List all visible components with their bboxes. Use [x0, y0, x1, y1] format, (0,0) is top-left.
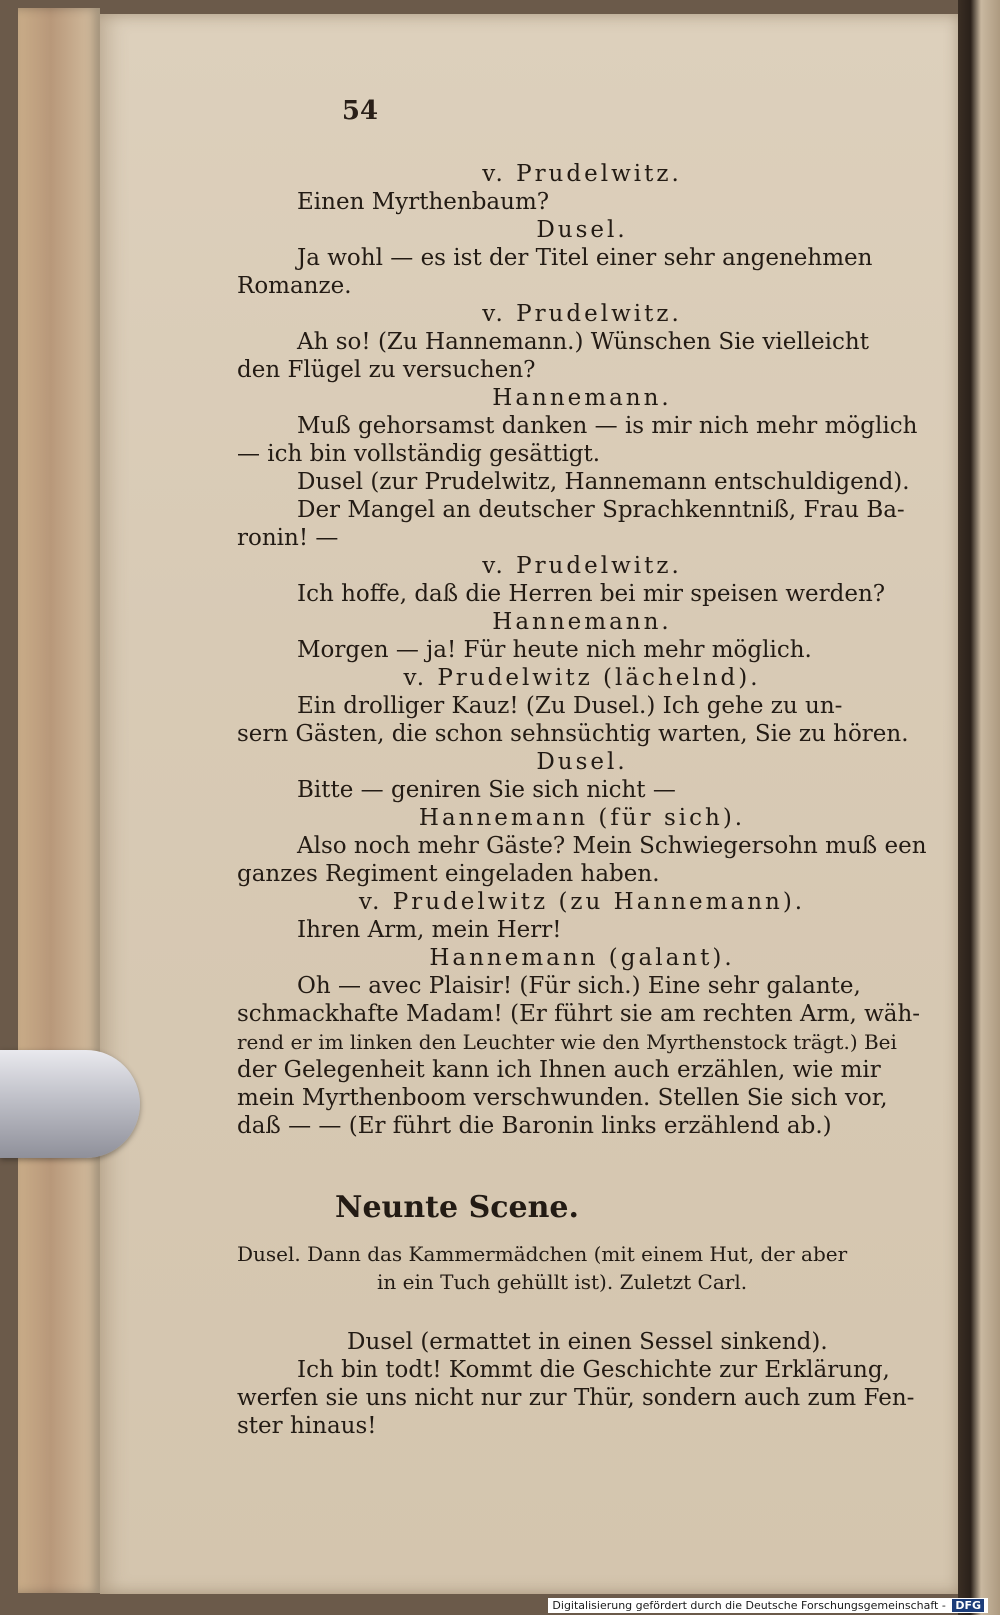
dialog-line: Romanze. — [237, 273, 352, 299]
dialog-line: rend er im linken den Leuchter wie den Myrthenstock trägt.) Bei — [237, 1030, 897, 1054]
speaker-line: v. Prudelwitz (zu Hannemann). — [358, 889, 806, 915]
dialog-line: Ah so! (Zu Hannemann.) Wünschen Sie vielleicht — [297, 329, 869, 355]
footer-text: Digitalisierung gefördert durch die Deutsche Forschungsgemeinschaft - — [552, 1599, 946, 1612]
dialog-line: Muß gehorsamst danken — is mir nich mehr möglich — [297, 413, 918, 439]
speaker-line: v. Prudelwitz. — [482, 301, 682, 327]
scene-cast-line: Dusel. Dann das Kammermädchen (mit einem Hut, der aber — [237, 1242, 848, 1266]
dialog-line: Bitte — geniren Sie sich nicht — — [297, 777, 676, 803]
dialog-line: daß — — (Er führt die Baronin links erzählend ab.) — [237, 1113, 832, 1139]
dialog-line: Ich bin todt! Kommt die Geschichte zur Erklärung, — [297, 1357, 890, 1383]
speaker-line: v. Prudelwitz (lächelnd). — [403, 665, 761, 691]
speaker-line: Dusel (zur Prudelwitz, Hannemann entschuldigend). — [297, 469, 910, 495]
dfg-logo: DFG — [952, 1599, 984, 1612]
speaker-line: v. Prudelwitz. — [482, 553, 682, 579]
page-clip — [0, 1050, 140, 1158]
dialog-line: Ja wohl — es ist der Titel einer sehr angenehmen — [297, 245, 873, 271]
dialog-line: den Flügel zu versuchen? — [237, 357, 536, 383]
dialog-line: Einen Myrthenbaum? — [297, 189, 550, 215]
page-number: 54 — [341, 96, 379, 126]
page-edge — [958, 0, 1000, 1615]
dialog-line: Ich hoffe, daß die Herren bei mir speisen werden? — [297, 581, 886, 607]
scene-title: Neunte Scene. — [335, 1190, 579, 1225]
speaker-line: Hannemann (für sich). — [418, 805, 746, 831]
dialog-line: schmackhafte Madam! (Er führt sie am rechten Arm, wäh- — [237, 1001, 921, 1027]
speaker-line: Hannemann. — [492, 609, 672, 635]
dialog-line: sern Gästen, die schon sehnsüchtig warten, Sie zu hören. — [237, 721, 909, 747]
page-text — [237, 0, 927, 1615]
speaker-line: Hannemann. — [492, 385, 672, 411]
speaker-line: Hannemann (galant). — [429, 945, 735, 971]
speaker-line: Dusel (ermattet in einen Sessel sinkend). — [347, 1329, 828, 1355]
scene-cast-line: in ein Tuch gehüllt ist). Zuletzt Carl. — [377, 1270, 748, 1294]
dialog-line: — ich bin vollständig gesättigt. — [237, 441, 601, 467]
dialog-line: der Gelegenheit kann ich Ihnen auch erzählen, wie mir — [237, 1057, 881, 1083]
dialog-line: Morgen — ja! Für heute nich mehr möglich. — [297, 637, 812, 663]
speaker-line: Dusel. — [536, 749, 628, 775]
dialog-line: ster hinaus! — [237, 1413, 377, 1439]
dialog-line: Oh — avec Plaisir! (Für sich.) Eine sehr galante, — [297, 973, 861, 999]
dialog-line: Also noch mehr Gäste? Mein Schwiegersohn muß een — [297, 833, 927, 859]
dialog-line: Der Mangel an deutscher Sprachkenntniß, Frau Ba- — [297, 497, 905, 523]
dialog-line: Ihren Arm, mein Herr! — [297, 917, 562, 943]
speaker-line: v. Prudelwitz. — [482, 161, 682, 187]
footer-credit — [548, 1598, 988, 1613]
speaker-line: Dusel. — [536, 217, 628, 243]
dialog-line: ganzes Regiment eingeladen haben. — [237, 861, 660, 887]
dialog-line: Ein drolliger Kauz! (Zu Dusel.) Ich gehe zu un- — [297, 693, 843, 719]
dialog-line: werfen sie uns nicht nur zur Thür, sondern auch zum Fen- — [237, 1385, 915, 1411]
book-spine — [18, 8, 100, 1593]
dialog-line: mein Myrthenboom verschwunden. Stellen Sie sich vor, — [237, 1085, 888, 1111]
dialog-line: ronin! — — [237, 525, 339, 551]
